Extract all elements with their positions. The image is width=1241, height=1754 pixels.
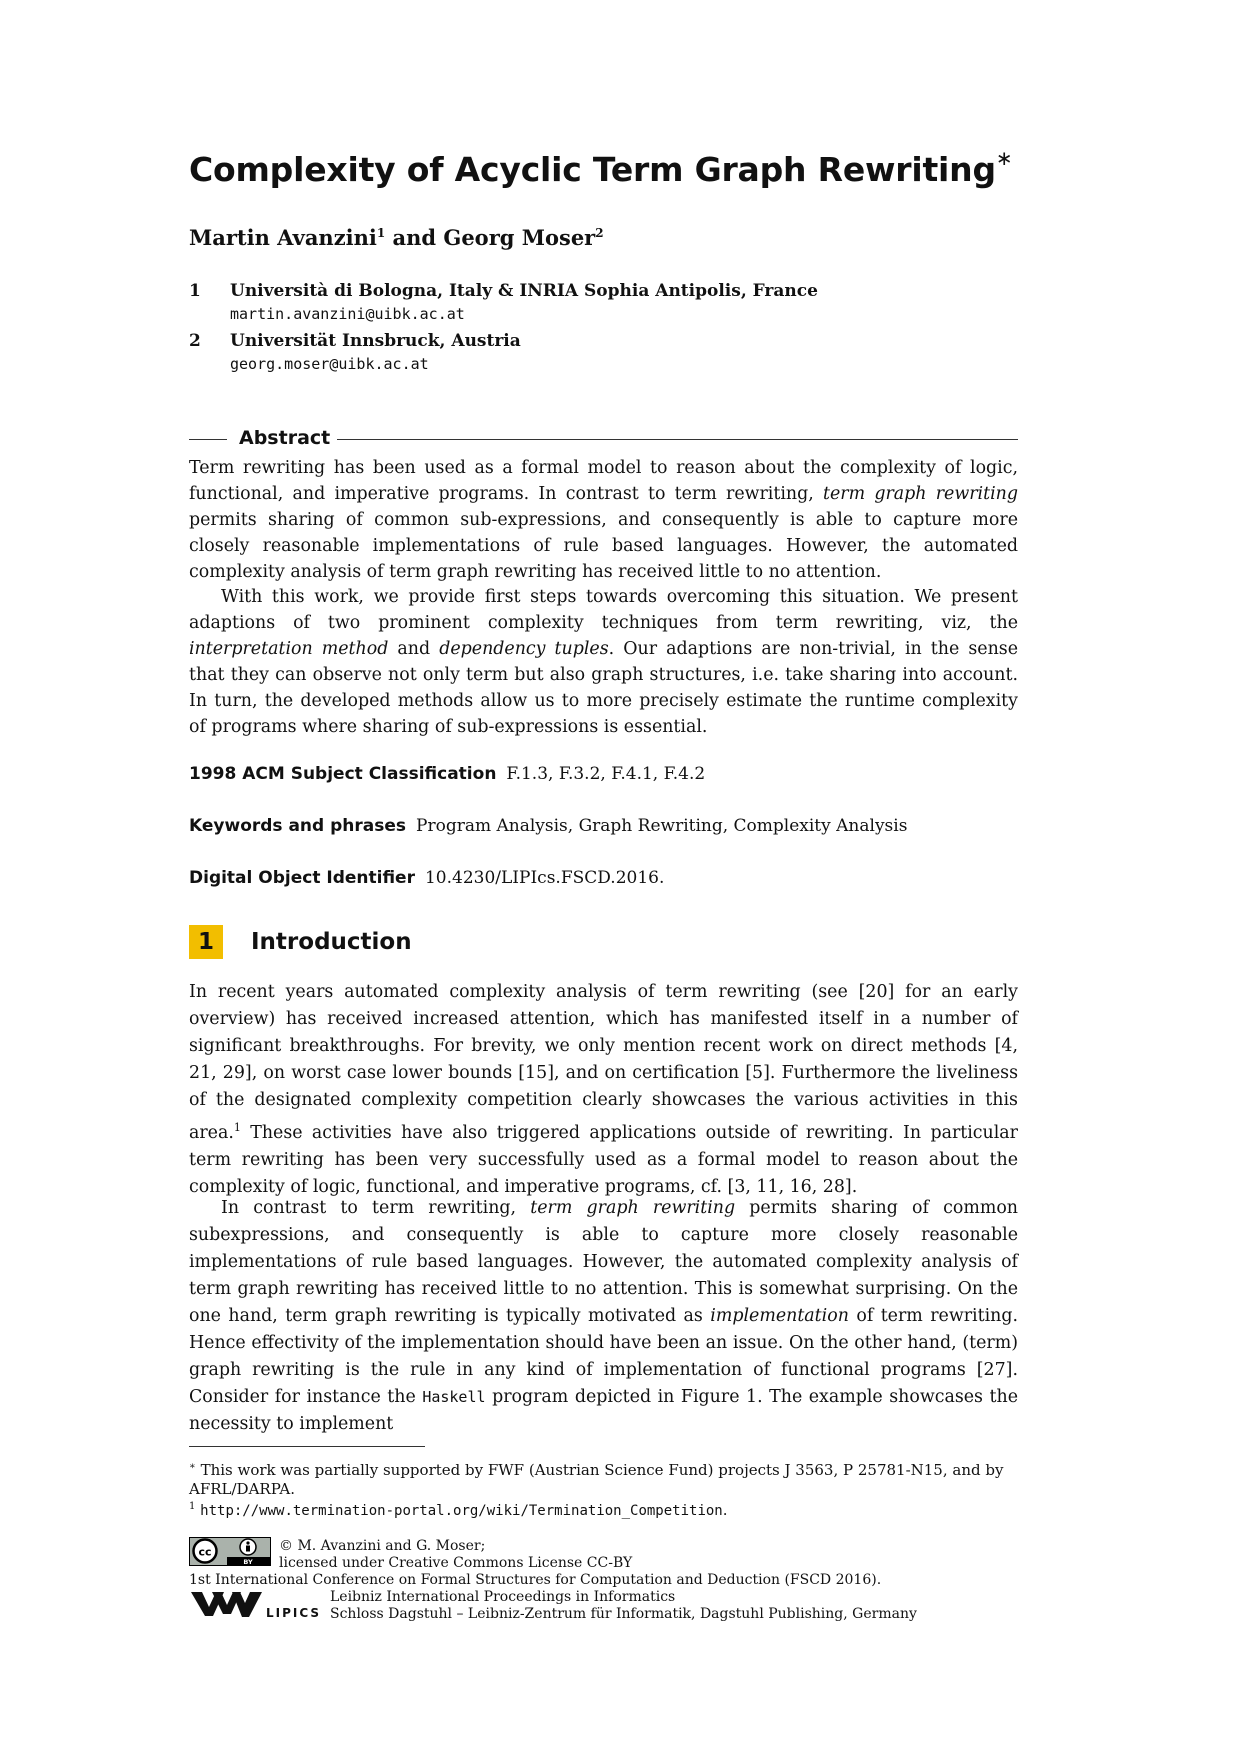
abstract-paragraph: Term rewriting has been used as a formal model to reason about the complexity of logic, functional, and imperative programs. In contrast to term rewriting, term graph rewriting permits sharing of common sub-expressions, and consequently is able to capture more closely reasonable implementations of rule based languages. However, the automated complexity analysis of term graph rewriting has received little to no attention. <box>189 458 1018 582</box>
keywords <box>189 816 907 836</box>
affiliation <box>189 331 521 373</box>
svg-text:cc: cc <box>198 1545 212 1559</box>
section-number: 1 <box>189 925 223 959</box>
body-paragraph: In recent years automated complexity analysis of term rewriting (see [20] for an early overview) has received increased attention, which has manifested itself in a number of significant breakthroughs. For brevity, we only mention recent work on direct methods [4, 21, 29], on worst case lower bounds [15], and on certification [5]. Furthermore the liveliness of the designated complexity competition clearly showcases the various activities in this area.$^1$ These activities have also triggered applications outside of rewriting. In particular term rewriting has been very successfully used as a formal model to reason about the complexity of logic, functional, and imperative programs, cf. [3, 11, 16, 28]. <box>189 982 1018 1197</box>
abstract-paragraph: With this work, we provide first steps towards overcoming this situation. We present adaptions of two prominent complexity techniques from term rewriting, viz, the interpretation method and dependency tuples. Our adaptions are non-trivial, in the sense that they can observe not only term but also graph structures, i.e. take sharing into account. In turn, the developed methods allow us to more precisely estimate the runtime complexity of programs where sharing of sub-expressions is essential. <box>189 587 1018 737</box>
doi <box>189 868 664 888</box>
meta-value[interactable]: 10.4230/LIPIcs.FSCD.2016. <box>424 868 665 888</box>
conference-line: 1st International Conference on Formal Structures for Computation and Deduction (FSCD 2016). <box>189 1572 882 1588</box>
body-paragraph: In contrast to term rewriting, term graph rewriting permits sharing of common subexpressions, and consequently is able to capture more closely reasonable implementations of rule based languages. However, the automated complexity analysis of term graph rewriting has received little to no attention. This is somewhat surprising. On the one hand, term graph rewriting is typically motivated as implementation of term rewriting. Hence effectivity of the implementation should have been an issue. On the other hand, (term) graph rewriting is the rule in any kind of implementation of functional programs [27]. Consider for instance the Haskell program depicted in Figure 1. The example showcases the necessity to implement <box>189 1198 1018 1434</box>
emphasis: interpretation method <box>189 639 389 659</box>
author-name: Georg Moser <box>443 225 596 250</box>
abstract-heading <box>189 427 1018 451</box>
affiliation-email[interactable]: martin.avanzini@uibk.ac.at <box>230 305 465 323</box>
cc-by-icon <box>189 1537 271 1566</box>
abstract-label: Abstract <box>239 427 331 449</box>
footnote-ref[interactable]: 1 <box>233 1121 241 1134</box>
footnote-rule <box>189 1446 425 1447</box>
affiliation-number: 2 <box>189 331 201 351</box>
lipics-wordmark: LIPICS <box>266 1606 322 1620</box>
emphasis: term graph rewriting <box>530 1198 736 1218</box>
meta-key: Digital Object Identifier <box>189 868 415 888</box>
footnote: ∗ This work was partially supported by FWF (Austrian Science Fund) projects J 3563, P 25781-N15, and by AFRL/DARPA. <box>189 1461 1004 1498</box>
copyright-line: © M. Avanzini and G. Moser; <box>279 1538 486 1554</box>
emphasis: dependency tuples <box>439 639 609 659</box>
author-affil-mark: 1 <box>376 226 386 240</box>
license-line: licensed under Creative Commons License CC-BY <box>279 1555 633 1571</box>
footnote: $^1$ http://www.termination-portal.org/wiki/Termination_Competition. <box>189 1501 728 1519</box>
meta-value: F.1.3, F.3.2, F.4.1, F.4.2 <box>506 764 706 784</box>
paper-title: Complexity of Acyclic Term Graph Rewriting∗ <box>189 146 1013 189</box>
footnote-mark: ∗ <box>189 1461 196 1472</box>
footnote-url[interactable]: http://www.termination-portal.org/wiki/Termination_Competition <box>200 1503 723 1519</box>
title-footnote-mark: ∗ <box>995 146 1013 170</box>
footnote-mark: 1 <box>189 1501 196 1512</box>
meta-key: 1998 ACM Subject Classification <box>189 764 497 784</box>
code-inline: Haskell <box>422 1388 486 1406</box>
meta-key: Keywords and phrases <box>189 816 407 836</box>
affiliation-name: Universität Innsbruck, Austria <box>230 331 521 351</box>
heading-rule <box>337 439 1018 440</box>
publisher-line: Schloss Dagstuhl – Leibniz-Zentrum für Informatik, Dagstuhl Publishing, Germany <box>330 1606 917 1622</box>
meta-value: Program Analysis, Graph Rewriting, Complexity Analysis <box>416 816 908 836</box>
emphasis: implementation <box>710 1306 849 1326</box>
svg-text:BY: BY <box>243 1558 253 1566</box>
affiliation <box>189 281 818 323</box>
author-affil-mark: 2 <box>595 226 604 240</box>
affiliation-number: 1 <box>189 281 201 301</box>
lipics-logo-icon <box>190 1588 263 1618</box>
affiliation-name: Università di Bologna, Italy & INRIA Sophia Antipolis, France <box>230 281 818 301</box>
author-conjunction: and <box>392 225 437 250</box>
author-name: Martin Avanzini <box>189 225 377 250</box>
affiliation-email[interactable]: georg.moser@uibk.ac.at <box>230 355 429 373</box>
author-line <box>189 225 604 250</box>
emphasis: term graph rewriting <box>823 484 1018 504</box>
heading-rule <box>189 439 227 440</box>
series-line: Leibniz International Proceedings in Informatics <box>330 1589 676 1605</box>
acm-classification <box>189 764 705 784</box>
section-title: Introduction <box>251 929 412 955</box>
